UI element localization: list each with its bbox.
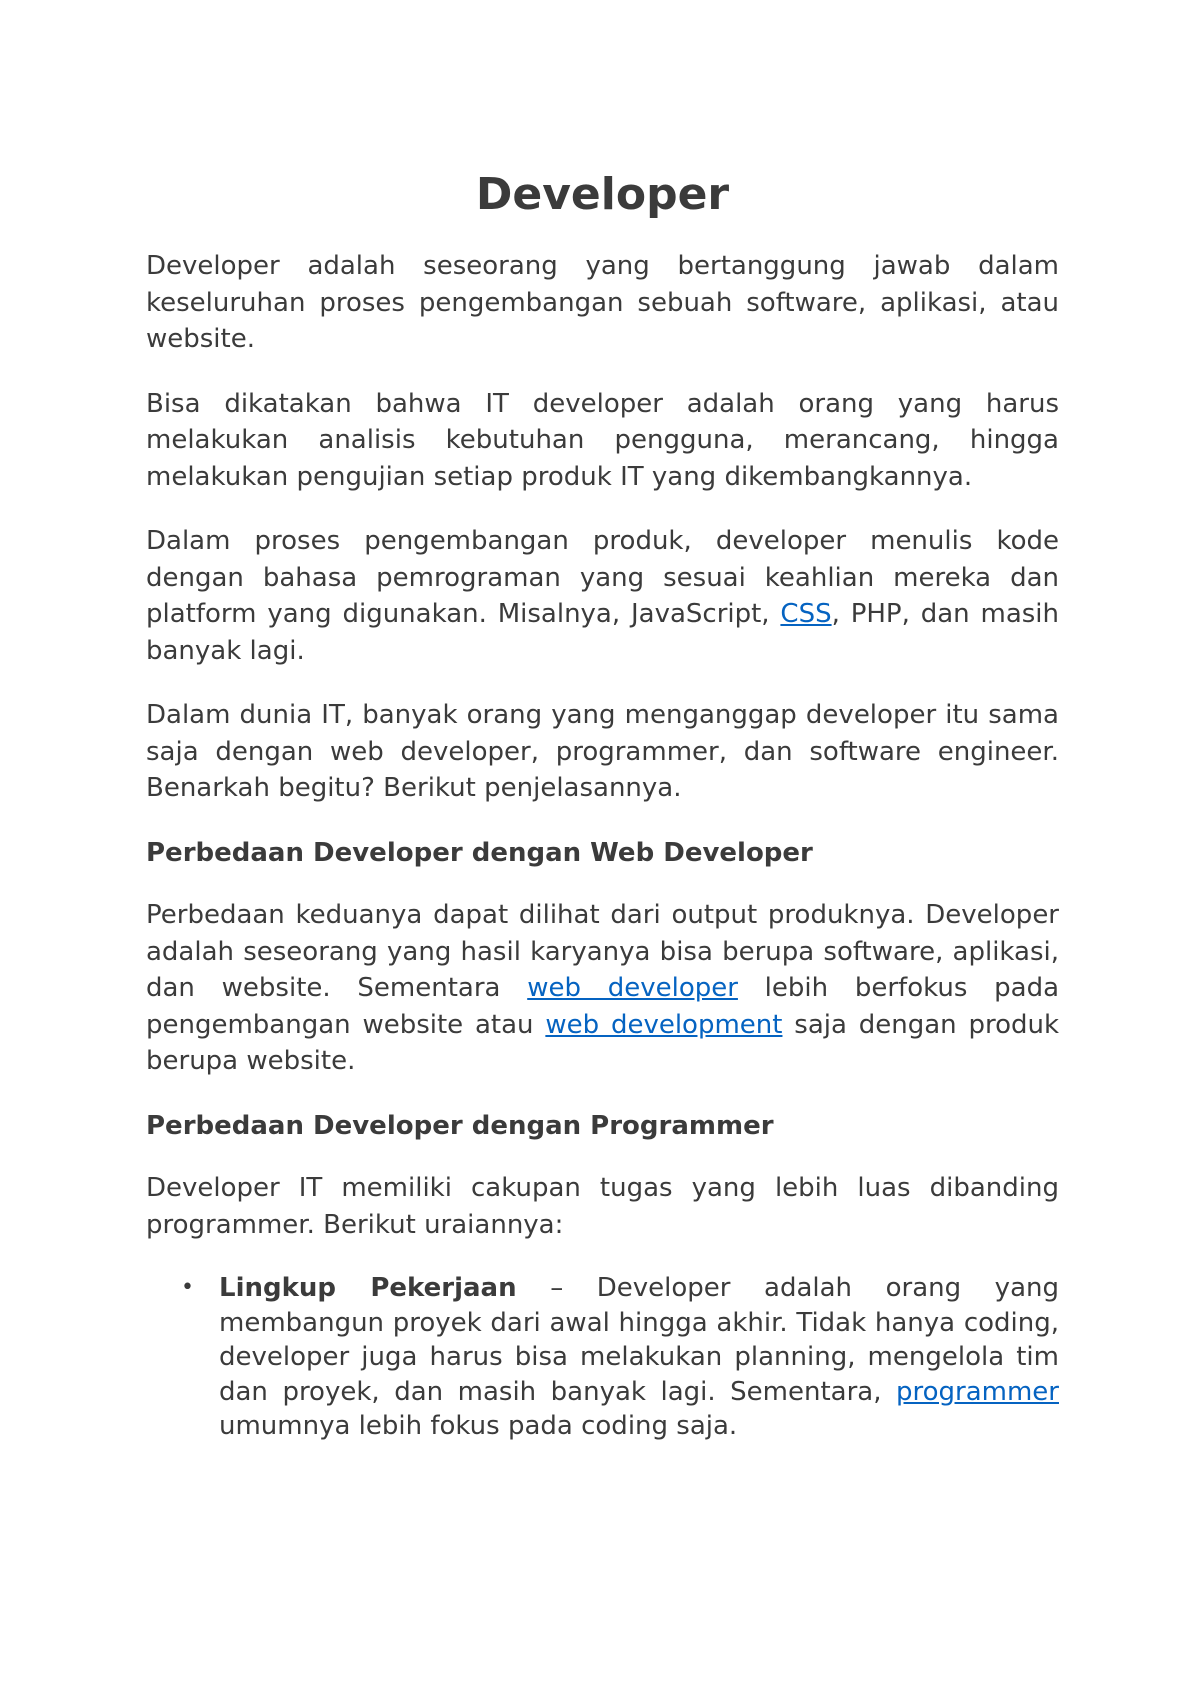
link-web-development[interactable]: web development bbox=[545, 1009, 783, 1040]
document-title: Developer bbox=[475, 169, 730, 220]
document-page bbox=[146, 166, 1059, 1444]
link-css[interactable]: CSS bbox=[780, 599, 832, 629]
paragraph-text: saja dengan produk berupa website. bbox=[146, 1009, 1060, 1076]
link-web-developer[interactable]: web developer bbox=[527, 973, 738, 1003]
list-item-text: umumnya lebih fokus pada coding saja. bbox=[219, 1411, 738, 1441]
list-item bbox=[181, 1271, 1059, 1444]
link-programmer[interactable]: programmer bbox=[896, 1376, 1059, 1407]
heading-programmer: Perbedaan Developer dengan Programmer bbox=[146, 1110, 774, 1141]
heading-web-developer: Perbedaan Developer dengan Web Developer bbox=[146, 837, 813, 868]
paragraph-text: Dalam proses pengembangan produk, developer menulis kode dengan bahasa pemrograman yang sesuai keahlian mereka dan platform yang digunakan. Misalnya, JavaScript, bbox=[146, 526, 1059, 629]
paragraph-text: Perbedaan keduanya dapat dilihat dari output produknya. Developer adalah seseorang yang hasil karyanya bisa berupa software, aplikasi, dan website. Sementara bbox=[146, 900, 1059, 1003]
paragraph-definition: Developer adalah seseorang yang bertanggung jawab dalam keseluruhan proses pengembangan sebuah software, aplikasi, atau website. bbox=[146, 251, 1059, 354]
paragraph-it-world: Dalam dunia IT, banyak orang yang menganggap developer itu sama saja dengan web developer, programmer, dan software engineer. Benarkah begitu? Berikut penjelasannya. bbox=[146, 700, 1059, 803]
paragraph-text: , PHP, dan masih banyak lagi. bbox=[146, 599, 1059, 666]
list-item-term: Lingkup Pekerjaan bbox=[219, 1273, 517, 1303]
difference-list bbox=[146, 1271, 1059, 1444]
paragraph-it-developer: Bisa dikatakan bahwa IT developer adalah orang yang harus melakukan analisis kebutuhan pengguna, merancang, hingga melakukan pengujian setiap produk IT yang dikembangkannya. bbox=[146, 388, 1059, 492]
paragraph-web-developer-difference bbox=[146, 897, 1059, 1080]
list-item-text: – Developer adalah orang yang membangun proyek dari awal hingga akhir. Tidak hanya coding, developer juga harus bisa melakukan planning, mengelola tim dan proyek, dan masih banyak lagi. Sementara, bbox=[219, 1273, 1059, 1407]
paragraph-text: lebih berfokus pada pengembangan website atau bbox=[146, 973, 1059, 1040]
bullet-icon: • bbox=[181, 1275, 194, 1300]
paragraph-programmer-difference: Developer IT memiliki cakupan tugas yang lebih luas dibanding programmer. Berikut uraiannya: bbox=[146, 1173, 1059, 1240]
paragraph-programming-languages bbox=[146, 523, 1059, 669]
